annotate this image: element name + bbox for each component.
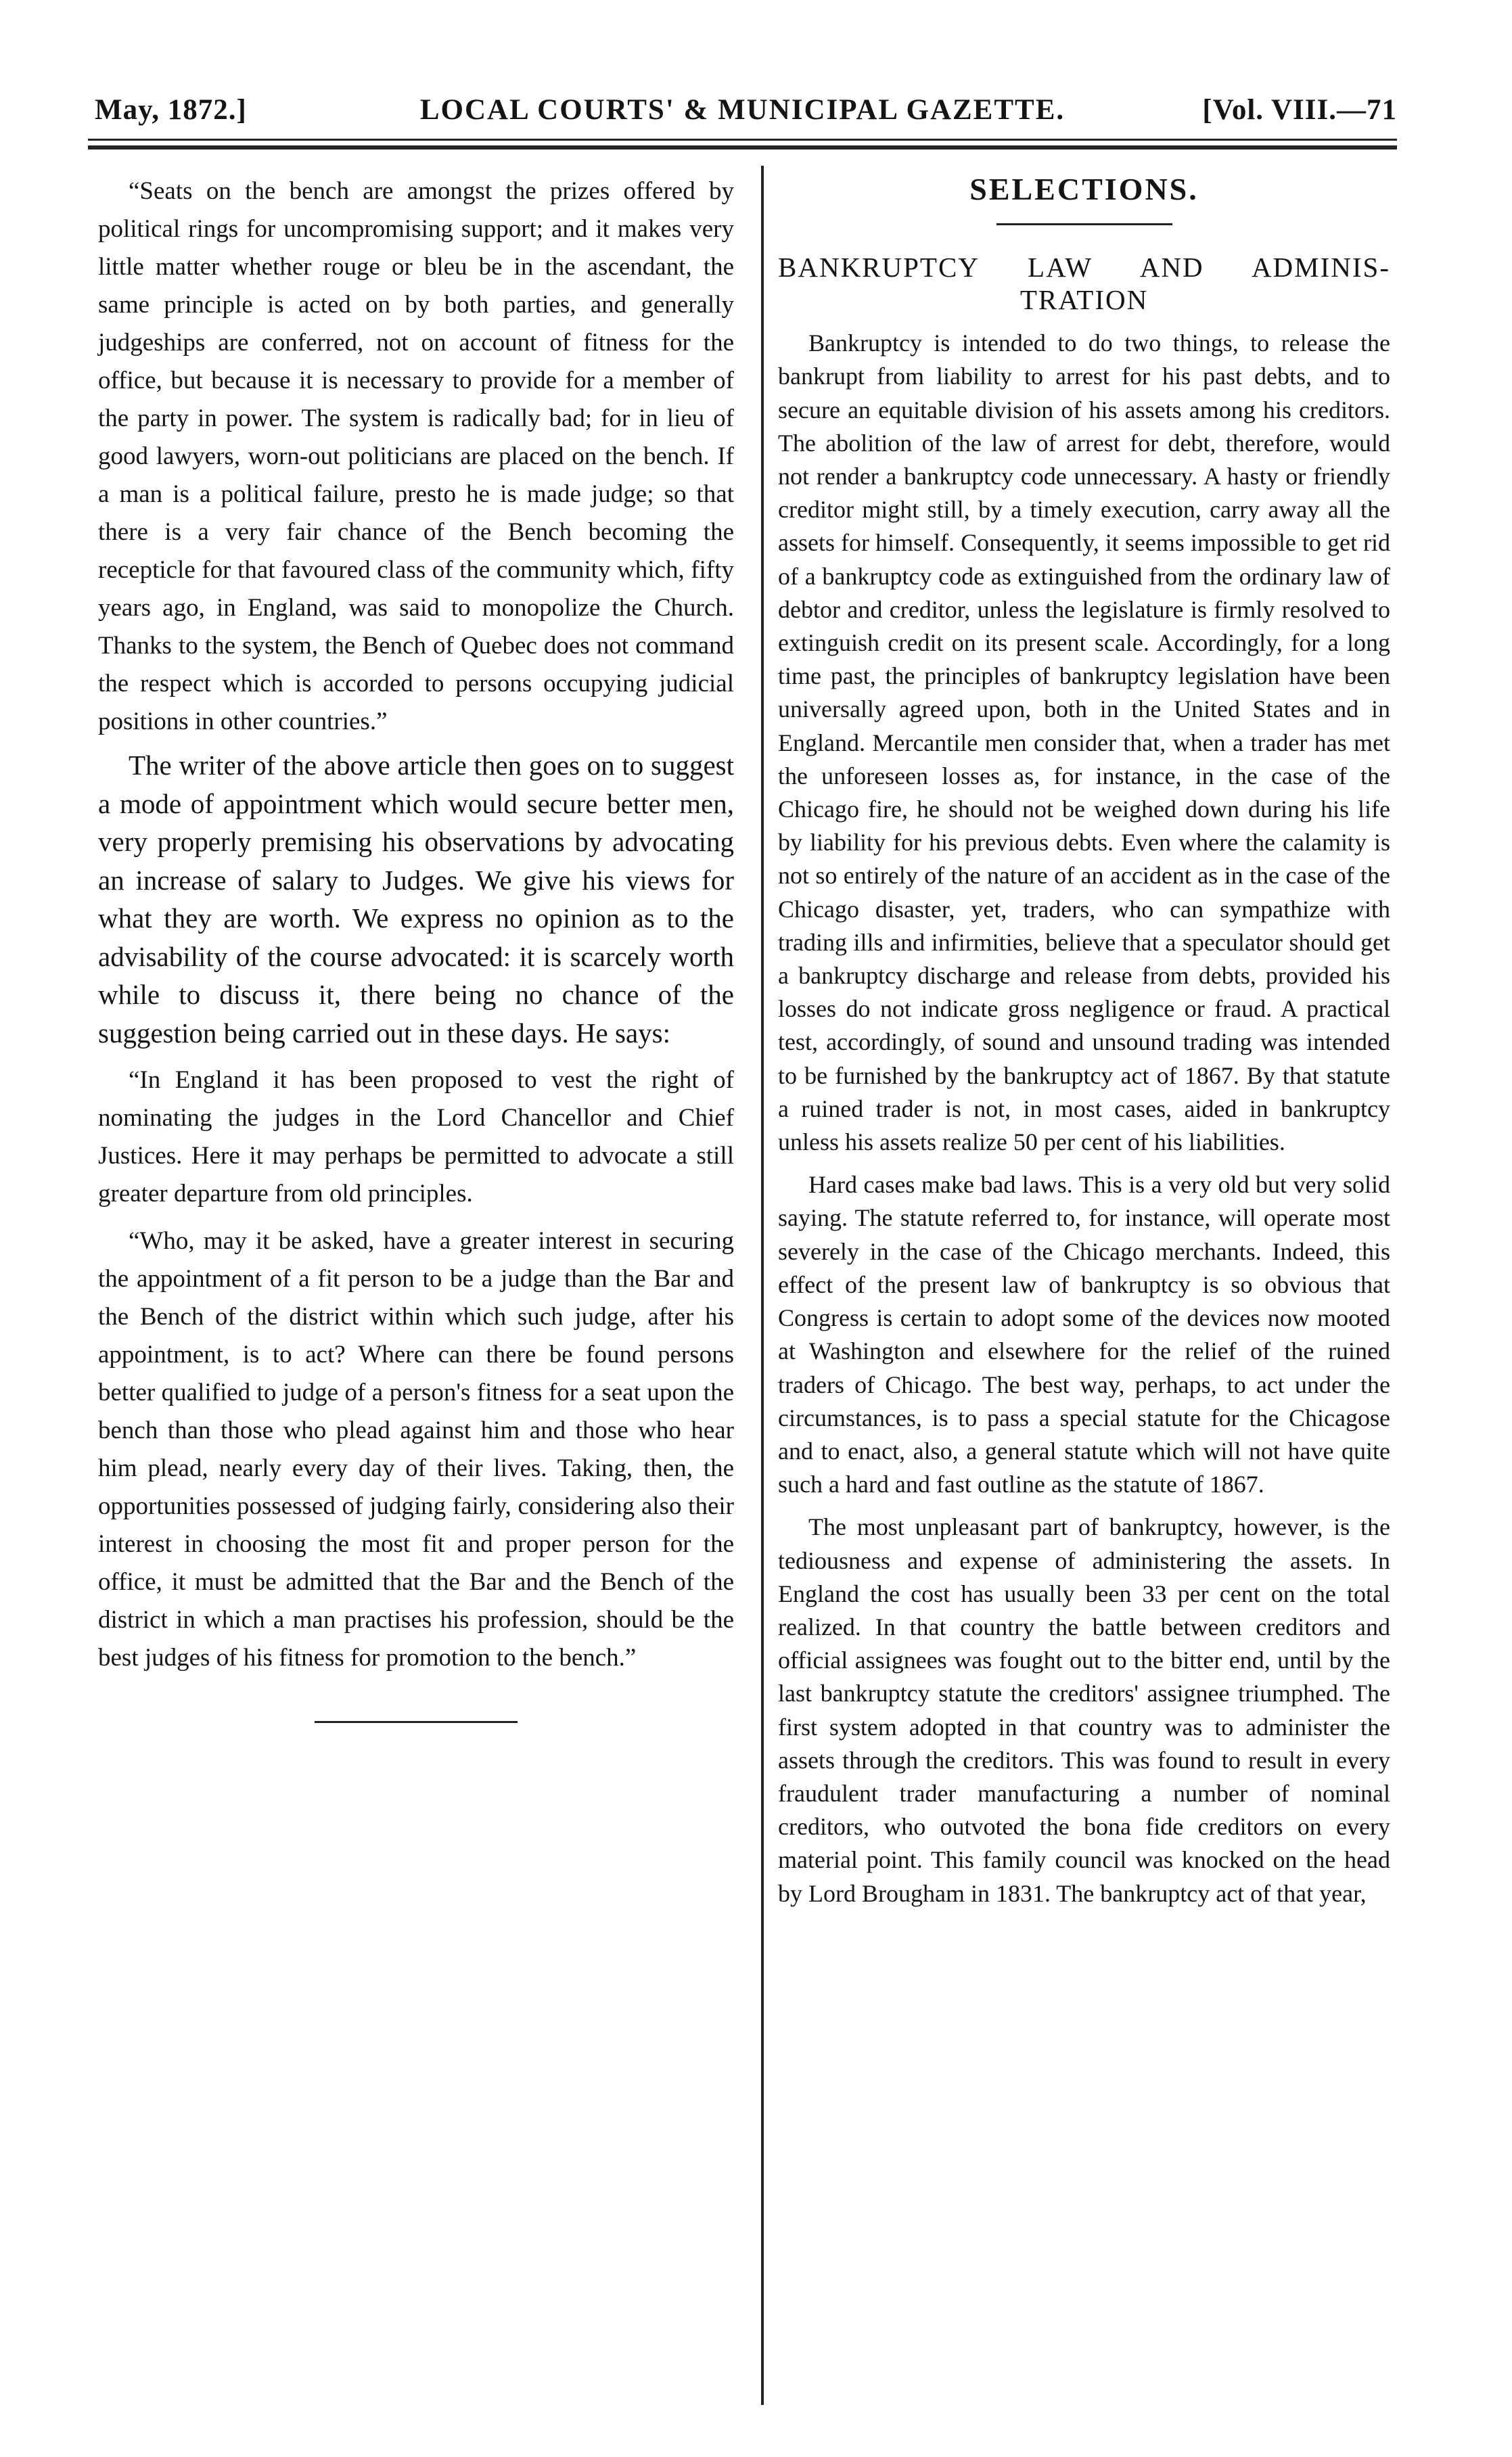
column-divider (761, 166, 764, 2405)
page-header (88, 87, 1397, 134)
article-end-rule (315, 1721, 518, 1723)
article-paragraph-1: Bankruptcy is intended to do two things, to release the bankrupt from liability to arrest for his past debts, and to secure an equitable division of his assets among his creditors. The abolition of the law of arrest for debt, therefore, would not render a bankruptcy code unnecessary. A hasty or friendly creditor might still, by a timely execution, carry away all the assets for himself. Consequently, it seems impossible to get rid of a bankruptcy code as extinguished from the ordinary law of debtor and creditor, unless the legislature is firmly resolved to extinguish credit on its present scale. Accordingly, for a long time past, the principles of bankruptcy legislation have been universally agreed upon, both in the United States and in England. Mercantile men consider that, when a trader has met the unforeseen losses as, for instance, in the case of the Chicago fire, he should not be weighed down during his life by liability for his previous debts. Even where the calamity is not so entirely of the nature of an accident as in the case of the Chicago disaster, yet, traders, who can sympathize with trading ills and infirmities, believe that a speculator should get a bankruptcy discharge and release from debts, provided his losses do not indicate gross negligence or fraud. A practical test, accordingly, of sound and unsound trading was intended to be furnished by the bankruptcy act of 1867. By that statute a ruined trader is not, in most cases, aided in bankruptcy unless his assets realize 50 per cent of his liabilities. (778, 329, 1390, 1156)
quote-paragraph-2: “In England it has been proposed to vest the right of nominating the judges in the Lord Chancellor and Chief Justices. Here it may perhaps be permitted to advocate a still greater departure from old principles. (98, 1066, 734, 1208)
right-column (778, 173, 1390, 1910)
article-title-line-1: BANKRUPTCY LAW AND ADMINIS- (778, 252, 1390, 283)
quote-paragraph-3: “Who, may it be asked, have a greater interest in securing the appointment of a fit person to be a judge than the Bar and the Bench of the district within which such judge, after his appointment, is to act? Where can there be found persons better qualified to judge of a person's fitness for a seat upon the bench than those who plead against him and those who hear him plead, nearly every day of their lives. Taking, then, the opportunities possessed of judging fairly, considering also their interest in choosing the most fit and proper person for the office, it must be admitted that the Bar and the Bench of the district in which a man practises his profession, should be the best judges of his fitness for promotion to the bench.” (98, 1227, 734, 1672)
article-title (778, 251, 1390, 316)
quote-paragraph-1: “Seats on the bench are amongst the prizes offered by political rings for uncompromising support; and it makes very little matter whether rouge or bleu be in the ascendant, the same principle is acted on by both parties, and generally judgeships are conferred, not on account of fitness for the office, but because it is necessary to provide for a member of the party in power. The system is radically bad; for in lieu of good lawyers, worn-out politicians are placed on the bench. If a man is a political failure, presto he is made judge; so that there is a very fair chance of the Bench becoming the recepticle for that favoured class of the community which, fifty years ago, in England, was said to monopolize the Church. Thanks to the system, the Bench of Quebec does not command the respect which is accorded to persons occupying judicial positions in other countries.” (98, 177, 734, 735)
left-column (98, 173, 734, 1723)
header-rule-thin (88, 139, 1397, 141)
body-paragraph-1: The writer of the above article then goes on to suggest a mode of appointment which would secure better men, very properly premising his observations by advocating an increase of salary to Judges. We give his views for what they are worth. We express no opinion as to the advisability of the course advocated: it is scarcely worth while to discuss it, there being no chance of the suggestion being carried out in these days. He says: (98, 750, 734, 1049)
article-paragraph-3: The most unpleasant part of bankruptcy, however, is the tediousness and expense of administering the assets. In England the cost has usually been 33 per cent on the total realized. In that country the battle between creditors and official assignees was fought out to the bitter end, until by the last bankruptcy statute the creditors' assignee triumphed. The first system adopted in that country was to administer the assets through the creditors. This was found to result in every fraudulent trader manufacturing a number of nominal creditors, who outvoted the bona fide creditors on every material point. This family council was knocked on the head by Lord Brougham in 1831. The bankruptcy act of that year, (778, 1513, 1390, 1907)
article-paragraph-2: Hard cases make bad laws. This is a very old but very solid saying. The statute referred to, for instance, will operate most severely in the case of the Chicago merchants. Indeed, this effect of the present law of bankruptcy is so obvious that Congress is certain to adopt some of the devices now mooted at Washington and elsewhere for the relief of the ruined traders of Chicago. The best way, perhaps, to act under the circumstances, is to pass a special statute for the Chicagose and to enact, also, a general statute which will not have quite such a hard and fast outline as the statute of 1867. (778, 1171, 1390, 1498)
article-title-line-2: TRATION (1020, 284, 1149, 316)
section-title: SELECTIONS. (969, 172, 1199, 206)
header-date: May, 1872.] (95, 94, 247, 126)
header-title: LOCAL COURTS' & MUNICIPAL GAZETTE. (419, 94, 1066, 126)
header-volume: [Vol. VIII.—71 (1202, 94, 1397, 126)
header-rule-thick (88, 145, 1397, 150)
section-rule (996, 223, 1172, 225)
